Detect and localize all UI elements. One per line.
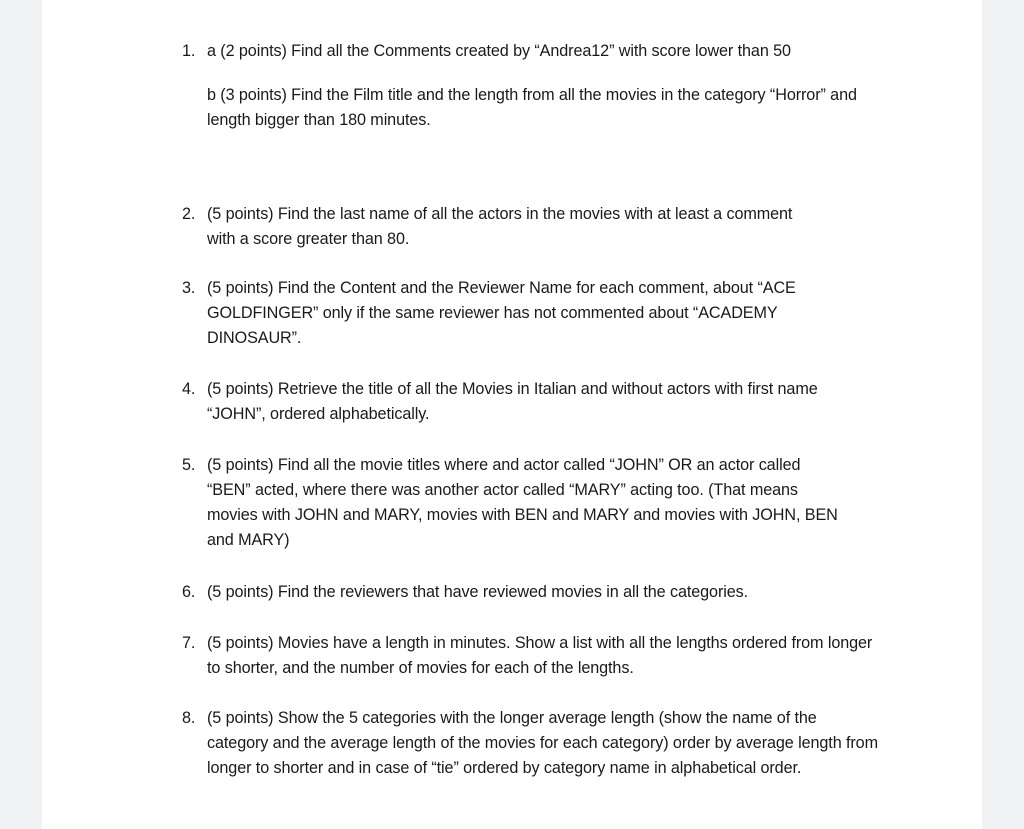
question-text: (5 points) Movies have a length in minutes. Show a list with all the lengths ordered from longer to shorter, and the number of movies for each of the lengths.: [207, 634, 873, 677]
question-number: 2.: [182, 205, 196, 223]
question-text: (5 points) Find the last name of all the actors in the movies with at least a comment with a score greater than 80.: [207, 205, 793, 248]
question-text: (5 points) Show the 5 categories with the longer average length (show the name of the category and the average length of the movies for each category) order by average length from longer to shorter and in case of “tie” ordered by category name in alphabetical order.: [207, 709, 878, 777]
question-text: (5 points) Find the reviewers that have reviewed movies in all the categories.: [207, 583, 749, 601]
question-body: [207, 202, 807, 252]
question-body: [207, 580, 887, 605]
question-text: (5 points) Find all the movie titles where and actor called “JOHN” OR an actor called “BEN” acted, where there was another actor called “MARY” acting too. (That means movies with JOHN and MARY, movies with BEN and MARY and movies with JOHN, BEN and MARY): [207, 456, 838, 549]
question-number: 7.: [182, 634, 196, 652]
question-text: (5 points) Find the Content and the Reviewer Name for each comment, about “ACE GOLDFINGER” only if the same reviewer has not commented about “ACADEMY DINOSAUR”.: [207, 279, 796, 347]
question-body: [207, 706, 879, 781]
question-number: 1.: [182, 42, 196, 60]
question-body: [207, 39, 867, 133]
document-page: [42, 0, 982, 829]
question-body: [207, 276, 847, 351]
question-number: 5.: [182, 456, 196, 474]
question-body: [207, 631, 887, 681]
question-number: 6.: [182, 583, 196, 601]
question-part-b: b (3 points) Find the Film title and the length from all the movies in the category “Horror” and length bigger than 180 minutes.: [207, 86, 857, 129]
question-body: [207, 377, 872, 427]
question-number: 3.: [182, 279, 196, 297]
question-part-a: a (2 points) Find all the Comments created by “Andrea12” with score lower than 50: [207, 42, 791, 60]
question-body: [207, 453, 847, 553]
question-text: (5 points) Retrieve the title of all the Movies in Italian and without actors with first name “JOHN”, ordered alphabetically.: [207, 380, 818, 423]
question-number: 8.: [182, 709, 196, 727]
question-number: 4.: [182, 380, 196, 398]
